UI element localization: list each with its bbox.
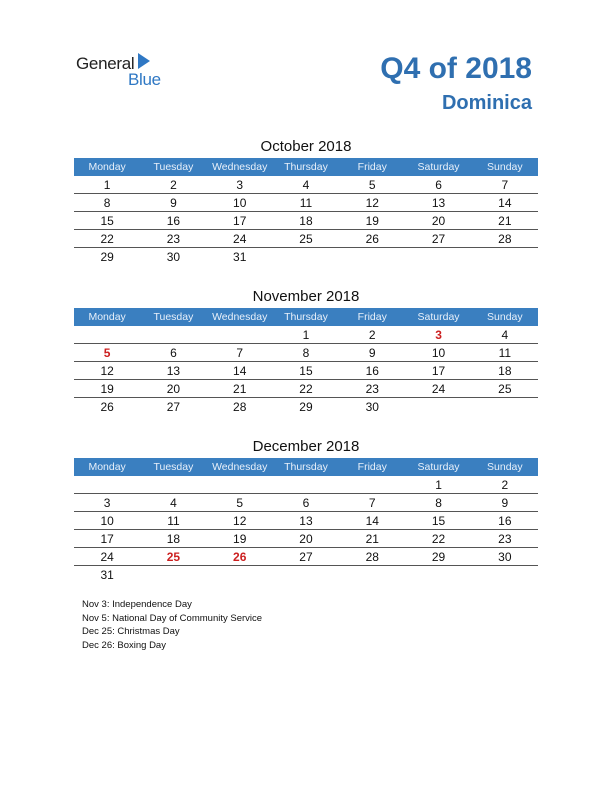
day-cell: 19 bbox=[339, 212, 405, 230]
day-cell: 25 bbox=[140, 548, 206, 566]
logo-triangle-icon bbox=[138, 53, 150, 69]
day-cell: 30 bbox=[166, 249, 181, 264]
weekday-header: Saturday bbox=[405, 158, 471, 176]
weekday-header: Thursday bbox=[273, 158, 339, 176]
week-row bbox=[74, 566, 538, 584]
day-cell: 2 bbox=[339, 326, 405, 344]
week-row bbox=[74, 530, 538, 548]
day-cell: 10 bbox=[405, 344, 471, 362]
week-row bbox=[74, 326, 538, 344]
country-name: Dominica bbox=[441, 92, 532, 114]
day-cell: 3 bbox=[207, 176, 273, 194]
day-cell: 6 bbox=[140, 344, 206, 362]
month-title: November 2018 bbox=[252, 288, 360, 305]
day-cell bbox=[140, 566, 206, 584]
day-cell: 15 bbox=[405, 512, 471, 530]
holiday-note: Dec 26: Boxing Day bbox=[82, 639, 166, 651]
day-cell: 31 bbox=[233, 249, 247, 264]
day-cell: 19 bbox=[74, 380, 140, 398]
day-cell: 10 bbox=[207, 194, 273, 212]
day-cell: 11 bbox=[273, 194, 339, 212]
logo-general-text: General bbox=[76, 54, 135, 73]
day-cell: 22 bbox=[273, 380, 339, 398]
day-cell: 27 bbox=[166, 399, 181, 414]
day-cell: 14 bbox=[339, 512, 405, 530]
weekday-header: Sunday bbox=[472, 308, 538, 326]
day-cell bbox=[273, 248, 339, 266]
holiday-note: Nov 5: National Day of Community Service bbox=[82, 612, 263, 624]
day-cell: 20 bbox=[405, 212, 471, 230]
weekday-header: Friday bbox=[339, 158, 405, 176]
day-cell: 5 bbox=[339, 176, 405, 194]
day-cell: 4 bbox=[140, 494, 206, 512]
weekday-header: Tuesday bbox=[140, 158, 206, 176]
day-cell: 1 bbox=[273, 326, 339, 344]
day-cell: 14 bbox=[472, 194, 538, 212]
day-cell: 26 bbox=[207, 548, 273, 566]
day-cell: 12 bbox=[74, 362, 140, 380]
day-cell: 9 bbox=[472, 494, 538, 512]
day-cell: 11 bbox=[472, 344, 538, 362]
day-cell: 5 bbox=[74, 344, 140, 362]
day-cell: 24 bbox=[74, 548, 140, 566]
day-cell: 13 bbox=[273, 512, 339, 530]
day-cell: 8 bbox=[273, 344, 339, 362]
week-row bbox=[74, 194, 538, 212]
day-cell bbox=[207, 566, 273, 584]
weekday-header: Tuesday bbox=[140, 308, 206, 326]
page-title: Q4 of 2018 bbox=[380, 52, 532, 85]
weekday-header: Thursday bbox=[273, 458, 339, 476]
day-cell bbox=[405, 398, 471, 416]
day-cell: 13 bbox=[140, 362, 206, 380]
day-cell: 6 bbox=[273, 494, 339, 512]
week-row bbox=[74, 380, 538, 398]
day-cell: 10 bbox=[74, 512, 140, 530]
day-cell: 29 bbox=[100, 249, 114, 264]
day-cell bbox=[472, 398, 538, 416]
day-cell bbox=[273, 476, 339, 494]
day-cell: 22 bbox=[74, 230, 140, 248]
day-cell: 25 bbox=[273, 230, 339, 248]
day-cell: 19 bbox=[207, 530, 273, 548]
week-row bbox=[74, 212, 538, 230]
day-cell: 15 bbox=[273, 362, 339, 380]
day-cell bbox=[207, 326, 273, 344]
weekday-header: Monday bbox=[74, 458, 140, 476]
week-row bbox=[74, 248, 538, 266]
day-cell: 28 bbox=[472, 230, 538, 248]
week-row bbox=[74, 476, 538, 494]
day-cell: 12 bbox=[207, 512, 273, 530]
day-cell bbox=[273, 566, 339, 584]
day-cell: 27 bbox=[273, 548, 339, 566]
day-cell bbox=[339, 476, 405, 494]
day-cell: 3 bbox=[405, 326, 471, 344]
day-cell: 27 bbox=[405, 230, 471, 248]
day-cell: 13 bbox=[405, 194, 471, 212]
weekday-header: Saturday bbox=[405, 458, 471, 476]
day-cell: 18 bbox=[472, 362, 538, 380]
day-cell bbox=[405, 248, 471, 266]
weekday-header: Friday bbox=[339, 308, 405, 326]
day-cell: 8 bbox=[74, 194, 140, 212]
day-cell: 24 bbox=[405, 380, 471, 398]
day-cell: 17 bbox=[405, 362, 471, 380]
day-cell: 12 bbox=[339, 194, 405, 212]
calendar-grid bbox=[74, 308, 538, 415]
day-cell: 24 bbox=[207, 230, 273, 248]
week-row bbox=[74, 494, 538, 512]
day-cell: 23 bbox=[472, 530, 538, 548]
day-cell: 20 bbox=[140, 380, 206, 398]
weekday-header: Tuesday bbox=[140, 458, 206, 476]
day-cell: 26 bbox=[100, 399, 114, 414]
week-row bbox=[74, 512, 538, 530]
day-cell: 16 bbox=[140, 212, 206, 230]
day-cell: 29 bbox=[405, 548, 471, 566]
day-cell: 18 bbox=[273, 212, 339, 230]
day-cell: 16 bbox=[472, 512, 538, 530]
holiday-notes bbox=[82, 598, 262, 652]
weekday-header: Wednesday bbox=[207, 308, 273, 326]
day-cell bbox=[339, 248, 405, 266]
week-row bbox=[74, 548, 538, 566]
day-cell bbox=[74, 326, 140, 344]
day-cell: 21 bbox=[207, 380, 273, 398]
weekday-header: Friday bbox=[339, 458, 405, 476]
day-cell: 28 bbox=[339, 548, 405, 566]
day-cell bbox=[207, 476, 273, 494]
day-cell: 20 bbox=[273, 530, 339, 548]
day-cell: 4 bbox=[472, 326, 538, 344]
week-row bbox=[74, 398, 538, 416]
week-row bbox=[74, 230, 538, 248]
month-calendar bbox=[74, 286, 538, 415]
weekday-header: Saturday bbox=[405, 308, 471, 326]
day-cell: 28 bbox=[233, 399, 247, 414]
day-cell: 2 bbox=[472, 476, 538, 494]
weekday-header: Wednesday bbox=[207, 458, 273, 476]
day-cell: 9 bbox=[140, 194, 206, 212]
weekday-header: Sunday bbox=[472, 158, 538, 176]
day-cell: 9 bbox=[339, 344, 405, 362]
week-row bbox=[74, 344, 538, 362]
day-cell: 7 bbox=[207, 344, 273, 362]
day-cell: 14 bbox=[207, 362, 273, 380]
weekday-header: Thursday bbox=[273, 308, 339, 326]
weekday-header: Sunday bbox=[472, 458, 538, 476]
day-cell: 31 bbox=[100, 567, 114, 582]
day-cell: 21 bbox=[472, 212, 538, 230]
day-cell: 3 bbox=[74, 494, 140, 512]
day-cell: 15 bbox=[74, 212, 140, 230]
day-cell: 8 bbox=[405, 494, 471, 512]
day-cell: 23 bbox=[140, 230, 206, 248]
day-cell: 1 bbox=[74, 176, 140, 194]
day-cell: 17 bbox=[207, 212, 273, 230]
day-cell: 7 bbox=[339, 494, 405, 512]
day-cell: 4 bbox=[273, 176, 339, 194]
holiday-note: Nov 3: Independence Day bbox=[82, 599, 192, 610]
day-cell: 2 bbox=[140, 176, 206, 194]
calendar-grid bbox=[74, 458, 538, 583]
month-calendar bbox=[74, 136, 538, 265]
day-cell bbox=[74, 476, 140, 494]
weekday-header: Monday bbox=[74, 308, 140, 326]
day-cell: 1 bbox=[405, 476, 471, 494]
month-title: October 2018 bbox=[260, 138, 352, 155]
week-row bbox=[74, 176, 538, 194]
month-calendar bbox=[74, 436, 538, 583]
day-cell: 18 bbox=[140, 530, 206, 548]
day-cell: 29 bbox=[299, 399, 313, 414]
day-cell: 26 bbox=[339, 230, 405, 248]
holiday-note: Dec 25: Christmas Day bbox=[82, 626, 180, 637]
logo-blue-text: Blue bbox=[128, 70, 161, 89]
day-cell bbox=[472, 248, 538, 266]
day-cell: 21 bbox=[339, 530, 405, 548]
day-cell: 7 bbox=[472, 176, 538, 194]
day-cell: 6 bbox=[405, 176, 471, 194]
week-row bbox=[74, 362, 538, 380]
weekday-header: Wednesday bbox=[207, 158, 273, 176]
day-cell: 11 bbox=[140, 512, 206, 530]
generalblue-logo bbox=[76, 52, 186, 92]
day-cell: 30 bbox=[365, 399, 379, 414]
day-cell: 25 bbox=[472, 380, 538, 398]
day-cell: 30 bbox=[472, 548, 538, 566]
day-cell: 16 bbox=[339, 362, 405, 380]
day-cell bbox=[472, 566, 538, 584]
weekday-header: Monday bbox=[74, 158, 140, 176]
day-cell bbox=[140, 476, 206, 494]
day-cell: 23 bbox=[339, 380, 405, 398]
day-cell bbox=[140, 326, 206, 344]
day-cell bbox=[339, 566, 405, 584]
day-cell bbox=[405, 566, 471, 584]
month-title: December 2018 bbox=[252, 438, 360, 455]
day-cell: 22 bbox=[405, 530, 471, 548]
day-cell: 5 bbox=[207, 494, 273, 512]
calendar-grid bbox=[74, 158, 538, 265]
day-cell: 17 bbox=[74, 530, 140, 548]
